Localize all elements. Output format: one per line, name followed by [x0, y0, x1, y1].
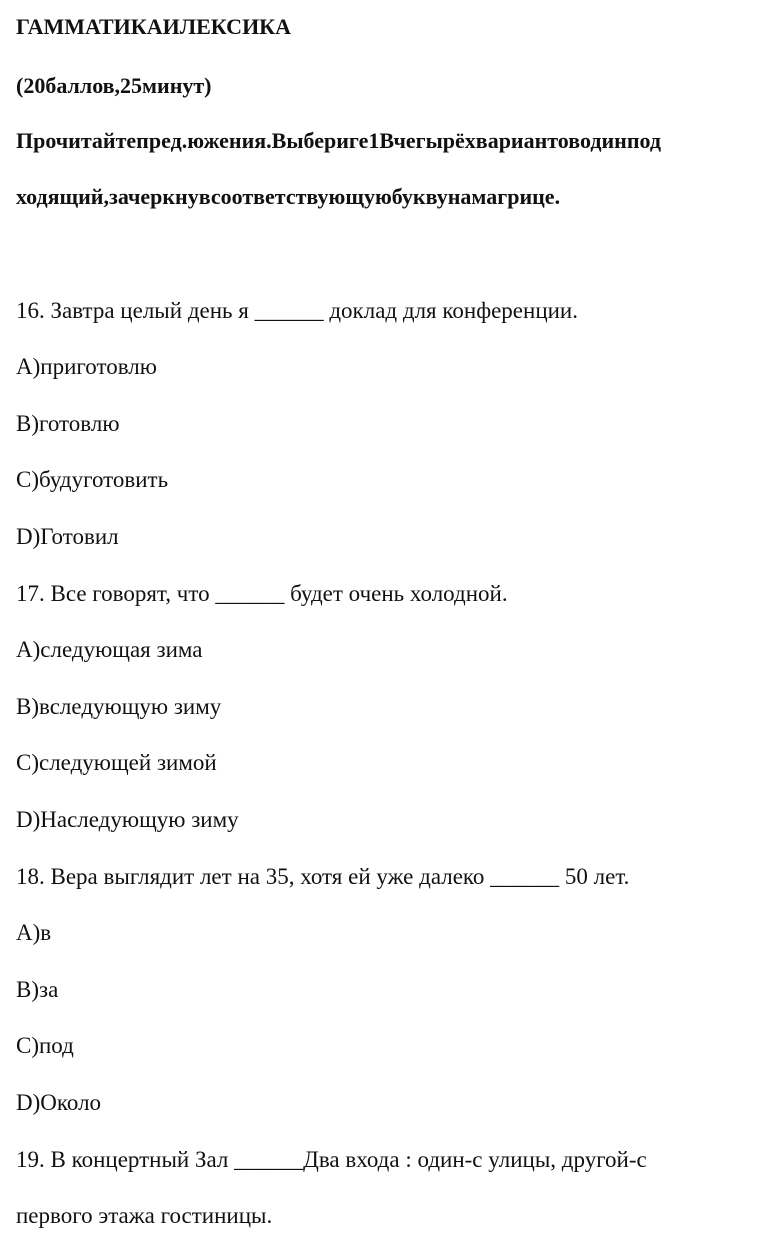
- question-17-option-c: C)следующей зимой: [16, 750, 217, 775]
- question-18-option-a: A)в: [16, 920, 52, 945]
- question-18-option-d: D)Около: [16, 1090, 102, 1115]
- question-17-option-a: A)следующая зима: [16, 637, 203, 662]
- question-19-line-2: первого этажа гостиницы.: [16, 1203, 273, 1228]
- question-18-option-c: C)под: [16, 1033, 74, 1058]
- question-19-line-1: 19. В концертный Зал ______Два входа : один-с улицы, другой-с: [16, 1147, 647, 1172]
- question-18-option-b: B)за: [16, 977, 59, 1002]
- question-16-option-d: D)Готовил: [16, 524, 119, 549]
- question-16-option-a: A)приготовлю: [16, 354, 157, 379]
- question-16-option-c: C)будуготовить: [16, 467, 169, 492]
- question-16: 16. Завтра целый день я ______ доклад для конференции.: [16, 298, 578, 323]
- question-17-option-d: D)Наследующую зиму: [16, 807, 239, 832]
- question-17: 17. Все говорят, что ______ будет очень холодной.: [16, 581, 508, 606]
- section-subtitle: (20баллов,25минут): [16, 73, 212, 98]
- question-16-option-b: B)готовлю: [16, 411, 120, 436]
- question-17-option-b: B)вследующую зиму: [16, 694, 222, 719]
- instruction-line-1: Прочитайтепред.южения.Выбериге1Вчегырёхвариантоводинпод: [16, 128, 661, 153]
- question-18: 18. Вера выглядит лет на 35, хотя ей уже далеко ______ 50 лет.: [16, 864, 630, 889]
- instruction-line-2: ходящий,зачеркнувсоответствующуюбуквунамагрице.: [16, 184, 561, 209]
- section-title: ГАММАТИКАИЛЕКСИКА: [16, 14, 292, 39]
